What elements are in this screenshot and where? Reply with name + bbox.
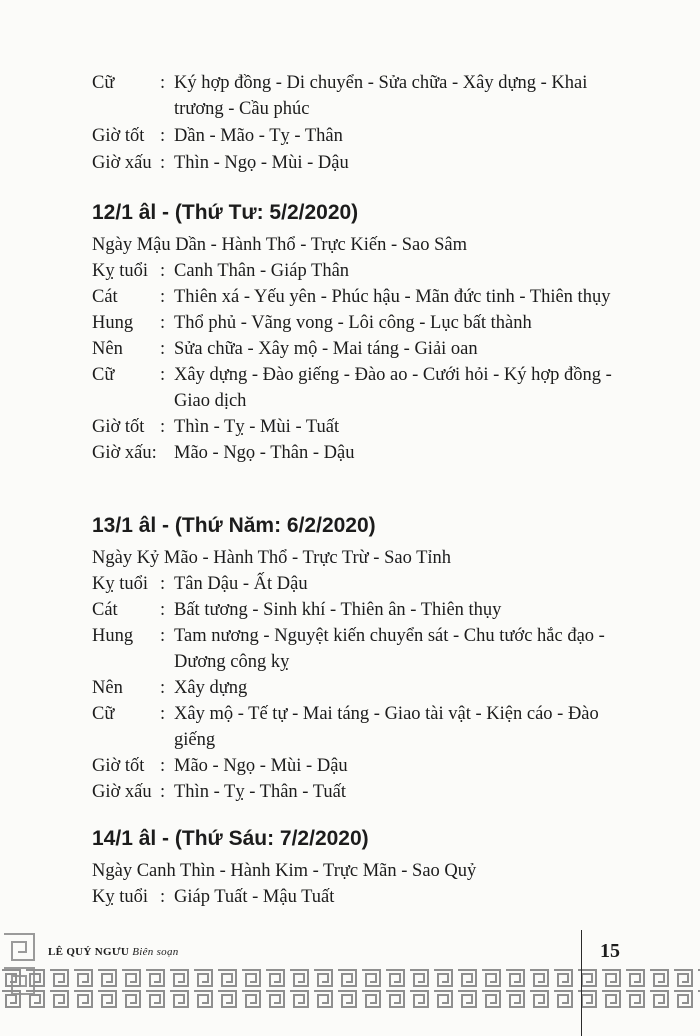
- entry-value: Mão - Ngọ - Mùi - Dậu: [174, 756, 348, 776]
- entry-label: Kỵ tuổi: [92, 887, 149, 907]
- entry-value: Giáp Tuất - Mậu Tuất: [174, 887, 335, 907]
- day-section: [0, 824, 700, 910]
- entry-colon: :: [160, 600, 166, 620]
- day-section: [0, 511, 700, 805]
- entry-value: Ký hợp đồng - Di chuyển - Sửa chữa - Xây dựng - Khai trương - Cầu phúc: [174, 73, 588, 119]
- entry-value: Canh Thân - Giáp Thân: [174, 261, 350, 281]
- entry-colon: :: [160, 126, 166, 146]
- entry-colon: :: [160, 261, 166, 281]
- entry-label: Nên: [92, 678, 123, 698]
- day-heading: 14/1 âl - (Thứ Sáu: 7/2/2020): [92, 827, 369, 850]
- entry-label: Kỵ tuổi: [92, 261, 149, 281]
- day-heading: 13/1 âl - (Thứ Năm: 6/2/2020): [92, 514, 376, 537]
- entry-colon: :: [160, 417, 166, 437]
- entry-label: Giờ xấu: [92, 153, 152, 173]
- footer-author: [48, 946, 179, 958]
- entry-label: Hung: [92, 313, 134, 333]
- entry-label: Giờ xấu:: [92, 443, 157, 463]
- day-intro: Ngày Mậu Dần - Hành Thổ - Trực Kiến - Sao Sâm: [92, 235, 468, 255]
- entry-row: [0, 440, 700, 466]
- entry-value: Thìn - Tỵ - Thân - Tuất: [174, 782, 346, 802]
- author-role: Biên soạn: [132, 946, 179, 958]
- entry-row: [0, 150, 700, 176]
- entry-value: Xây dựng: [174, 678, 248, 698]
- entry-value: Thìn - Ngọ - Mùi - Dậu: [174, 153, 349, 173]
- entry-row: [0, 123, 700, 149]
- entry-value: Xây mộ - Tế tự - Mai táng - Giao tài vật - Kiện cáo - Đào giếng: [174, 704, 599, 750]
- entry-label: Giờ tốt: [92, 417, 145, 437]
- entry-colon: :: [160, 704, 166, 724]
- greek-key-border-icon: [0, 968, 700, 1010]
- entry-label: Kỵ tuổi: [92, 574, 149, 594]
- entry-label: Nên: [92, 339, 123, 359]
- entry-colon: :: [160, 287, 166, 307]
- entry-row: [0, 597, 700, 623]
- top-continuation: [0, 70, 700, 176]
- entry-label: Giờ tốt: [92, 756, 145, 776]
- entry-value: Tam nương - Nguyệt kiến chuyển sát - Chu tước hắc đạo - Dương công kỵ: [174, 626, 605, 672]
- entry-row: [0, 414, 700, 440]
- entry-value: Dần - Mão - Tỵ - Thân: [174, 126, 343, 146]
- entry-colon: :: [160, 782, 166, 802]
- entry-label: Cát: [92, 600, 118, 620]
- entry-colon: :: [160, 153, 166, 173]
- day-intro: Ngày Canh Thìn - Hành Kim - Trực Mãn - Sao Quỷ: [92, 861, 477, 881]
- footer-divider: [581, 930, 582, 1036]
- entry-row: [0, 571, 700, 597]
- entry-colon: :: [160, 756, 166, 776]
- entry-row: [0, 779, 700, 805]
- entry-colon: :: [160, 73, 166, 93]
- entry-label: Hung: [92, 626, 134, 646]
- entry-colon: :: [160, 574, 166, 594]
- entry-value: Thìn - Tỵ - Mùi - Tuất: [174, 417, 340, 437]
- entry-colon: :: [160, 313, 166, 333]
- entry-row: [0, 336, 700, 362]
- entry-label: Giờ xấu: [92, 782, 152, 802]
- entry-value: Xây dựng - Đào giếng - Đào ao - Cưới hỏi - Ký hợp đồng - Giao dịch: [174, 365, 612, 411]
- entry-value: Sửa chữa - Xây mộ - Mai táng - Giải oan: [174, 339, 478, 359]
- entry-row: [0, 258, 700, 284]
- day-intro: Ngày Kỷ Mão - Hành Thổ - Trực Trừ - Sao Tỉnh: [92, 548, 452, 568]
- entry-value: Bất tương - Sinh khí - Thiên ân - Thiên thụy: [174, 600, 502, 620]
- entry-label: Cát: [92, 287, 118, 307]
- entry-value: Mão - Ngọ - Thân - Dậu: [174, 443, 355, 463]
- entry-value: Thổ phủ - Vãng vong - Lôi công - Lục bất thành: [174, 313, 532, 333]
- entry-row: [0, 701, 700, 753]
- entry-value: Tân Dậu - Ất Dậu: [174, 574, 308, 594]
- entry-row: [0, 623, 700, 675]
- entry-value: Thiên xá - Yếu yên - Phúc hậu - Mãn đức tinh - Thiên thụy: [174, 287, 611, 307]
- entry-label: Cữ: [92, 704, 115, 724]
- entry-row: [0, 70, 700, 122]
- entry-row: [0, 310, 700, 336]
- entry-label: Giờ tốt: [92, 126, 145, 146]
- entry-colon: :: [160, 626, 166, 646]
- entry-colon: :: [160, 365, 166, 385]
- day-heading: 12/1 âl - (Thứ Tư: 5/2/2020): [92, 201, 359, 224]
- day-section: [0, 198, 700, 466]
- entry-colon: :: [160, 339, 166, 359]
- entry-row: [0, 362, 700, 414]
- entry-row: [0, 884, 700, 910]
- entry-row: [0, 753, 700, 779]
- entry-row: [0, 675, 700, 701]
- entry-colon: :: [160, 678, 166, 698]
- author-name: LÊ QUÝ NGƯU: [48, 946, 130, 958]
- entry-colon: :: [160, 887, 166, 907]
- entry-label: Cữ: [92, 365, 115, 385]
- entry-label: Cữ: [92, 73, 115, 93]
- page-number: 15: [600, 940, 620, 962]
- entry-row: [0, 284, 700, 310]
